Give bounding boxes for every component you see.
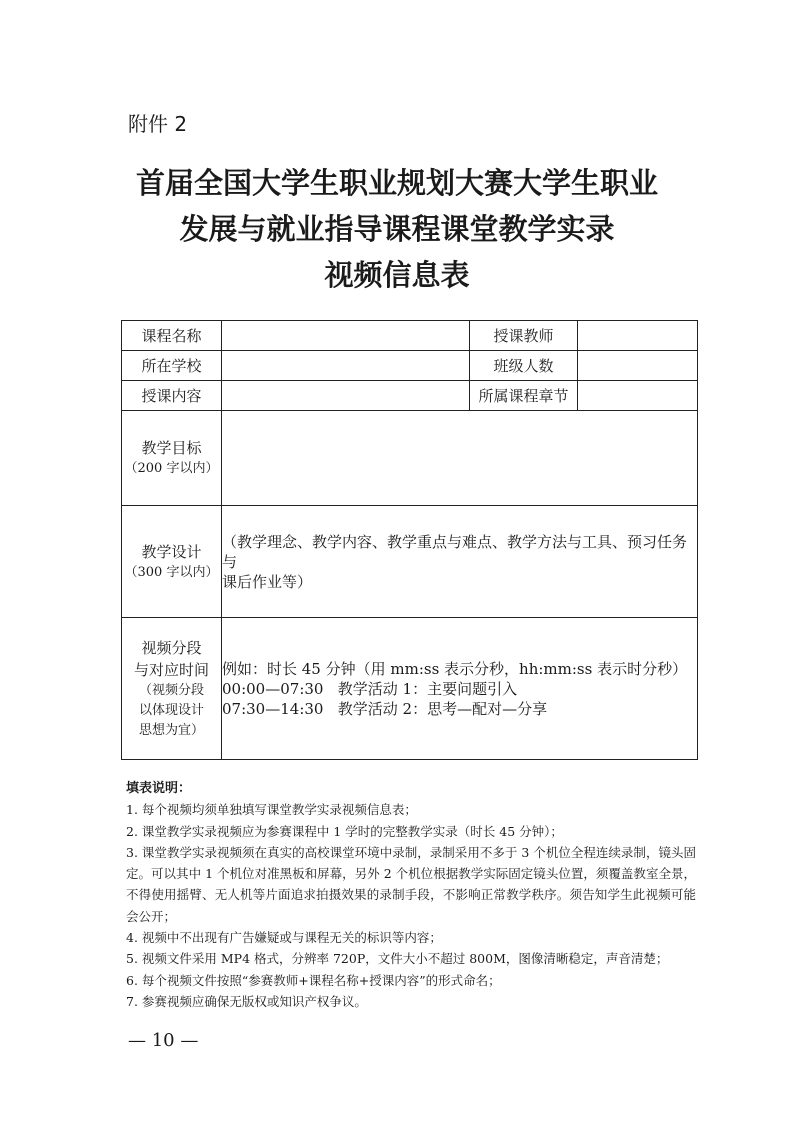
document-title xyxy=(0,160,794,298)
chapter-label: 所属课程章节 xyxy=(470,381,578,411)
title-line-3: 视频信息表 xyxy=(324,258,470,292)
segment-note-1: （视频分段 xyxy=(138,682,204,698)
segment-note-3: 思想为宜） xyxy=(138,722,204,738)
school-label: 所在学校 xyxy=(122,351,222,381)
segment-label-2: 与对应时间 xyxy=(133,660,209,679)
title-line-2: 发展与就业指导课程课堂教学实录 xyxy=(179,212,615,246)
class-size-field[interactable] xyxy=(578,351,698,381)
instruction-item: 3. 课堂教学实录视频须在真实的高校课堂环境中录制，录制采用不多于 3 个机位全程连续录制，镜头固定。可以其中 1 个机位对准黑板和屏幕，另外 2 个机位根据教学实际固定镜头位置，须覆盖教室全景，不得使用摇臂、无人机等片面追求拍摄效果的录制手段，不影响正常教学秩序。须告知学生此视频可能会公开； xyxy=(126,844,696,924)
content-label: 授课内容 xyxy=(122,381,222,411)
example-line-1: 例如：时长 45 分钟（用 mm:ss 表示分秒，hh:mm:ss 表示时分秒） xyxy=(222,659,688,678)
page-number: — 10 — xyxy=(128,1030,199,1051)
school-field[interactable] xyxy=(222,351,470,381)
objective-field[interactable] xyxy=(222,411,698,506)
objective-note: （200 字以内） xyxy=(124,461,219,476)
class-size-label: 班级人数 xyxy=(470,351,578,381)
example-line-3: 07:30—14:30 教学活动 2：思考—配对—分享 xyxy=(222,699,548,718)
instructions xyxy=(126,778,696,1012)
course-name-field[interactable] xyxy=(222,321,470,351)
teacher-label: 授课教师 xyxy=(470,321,578,351)
example-line-2: 00:00—07:30 教学活动 1：主要问题引入 xyxy=(222,679,518,698)
design-note: （300 字以内） xyxy=(124,564,219,580)
segment-label-1: 视频分段 xyxy=(141,638,202,657)
instruction-item: 7. 参赛视频应确保无版权或知识产权争议。 xyxy=(126,993,367,1009)
segment-field[interactable] xyxy=(222,618,698,760)
design-field[interactable] xyxy=(222,506,698,618)
instructions-heading: 填表说明： xyxy=(126,781,192,796)
objective-label: 教学目标 xyxy=(141,439,202,457)
design-cell xyxy=(122,506,222,618)
instruction-item: 4. 视频中不出现有广告嫌疑或与课程无关的标识等内容； xyxy=(126,930,442,946)
design-label: 教学设计 xyxy=(141,542,202,561)
title-line-1: 首届全国大学生职业规划大赛大学生职业 xyxy=(135,166,658,200)
attachment-label: 附件 2 xyxy=(128,112,188,136)
teacher-field[interactable] xyxy=(578,321,698,351)
segment-note-2: 以体现设计 xyxy=(138,702,204,718)
chapter-field[interactable] xyxy=(578,381,698,411)
instruction-item: 5. 视频文件采用 MP4 格式，分辨率 720P，文件大小不超过 800M，图像清晰稳定，声音清楚； xyxy=(126,951,669,967)
design-hint-line-1: （教学理念、教学内容、教学重点与难点、教学方法与工具、预习任务与 xyxy=(222,532,688,571)
instruction-item: 2. 课堂教学实录视频应为参赛课程中 1 学时的完整教学实录（时长 45 分钟）； xyxy=(126,823,563,839)
design-hint-line-2: 课后作业等） xyxy=(222,572,313,591)
course-name-label: 课程名称 xyxy=(122,321,222,351)
segment-cell xyxy=(122,618,222,760)
objective-cell xyxy=(122,411,222,506)
instruction-item: 1. 每个视频均须单独填写课堂教学实录视频信息表； xyxy=(126,802,417,818)
content-field[interactable] xyxy=(222,381,470,411)
instruction-item: 6. 每个视频文件按照“参赛教师+课程名称+授课内容”的形式命名； xyxy=(126,972,501,988)
video-info-table xyxy=(121,320,698,760)
